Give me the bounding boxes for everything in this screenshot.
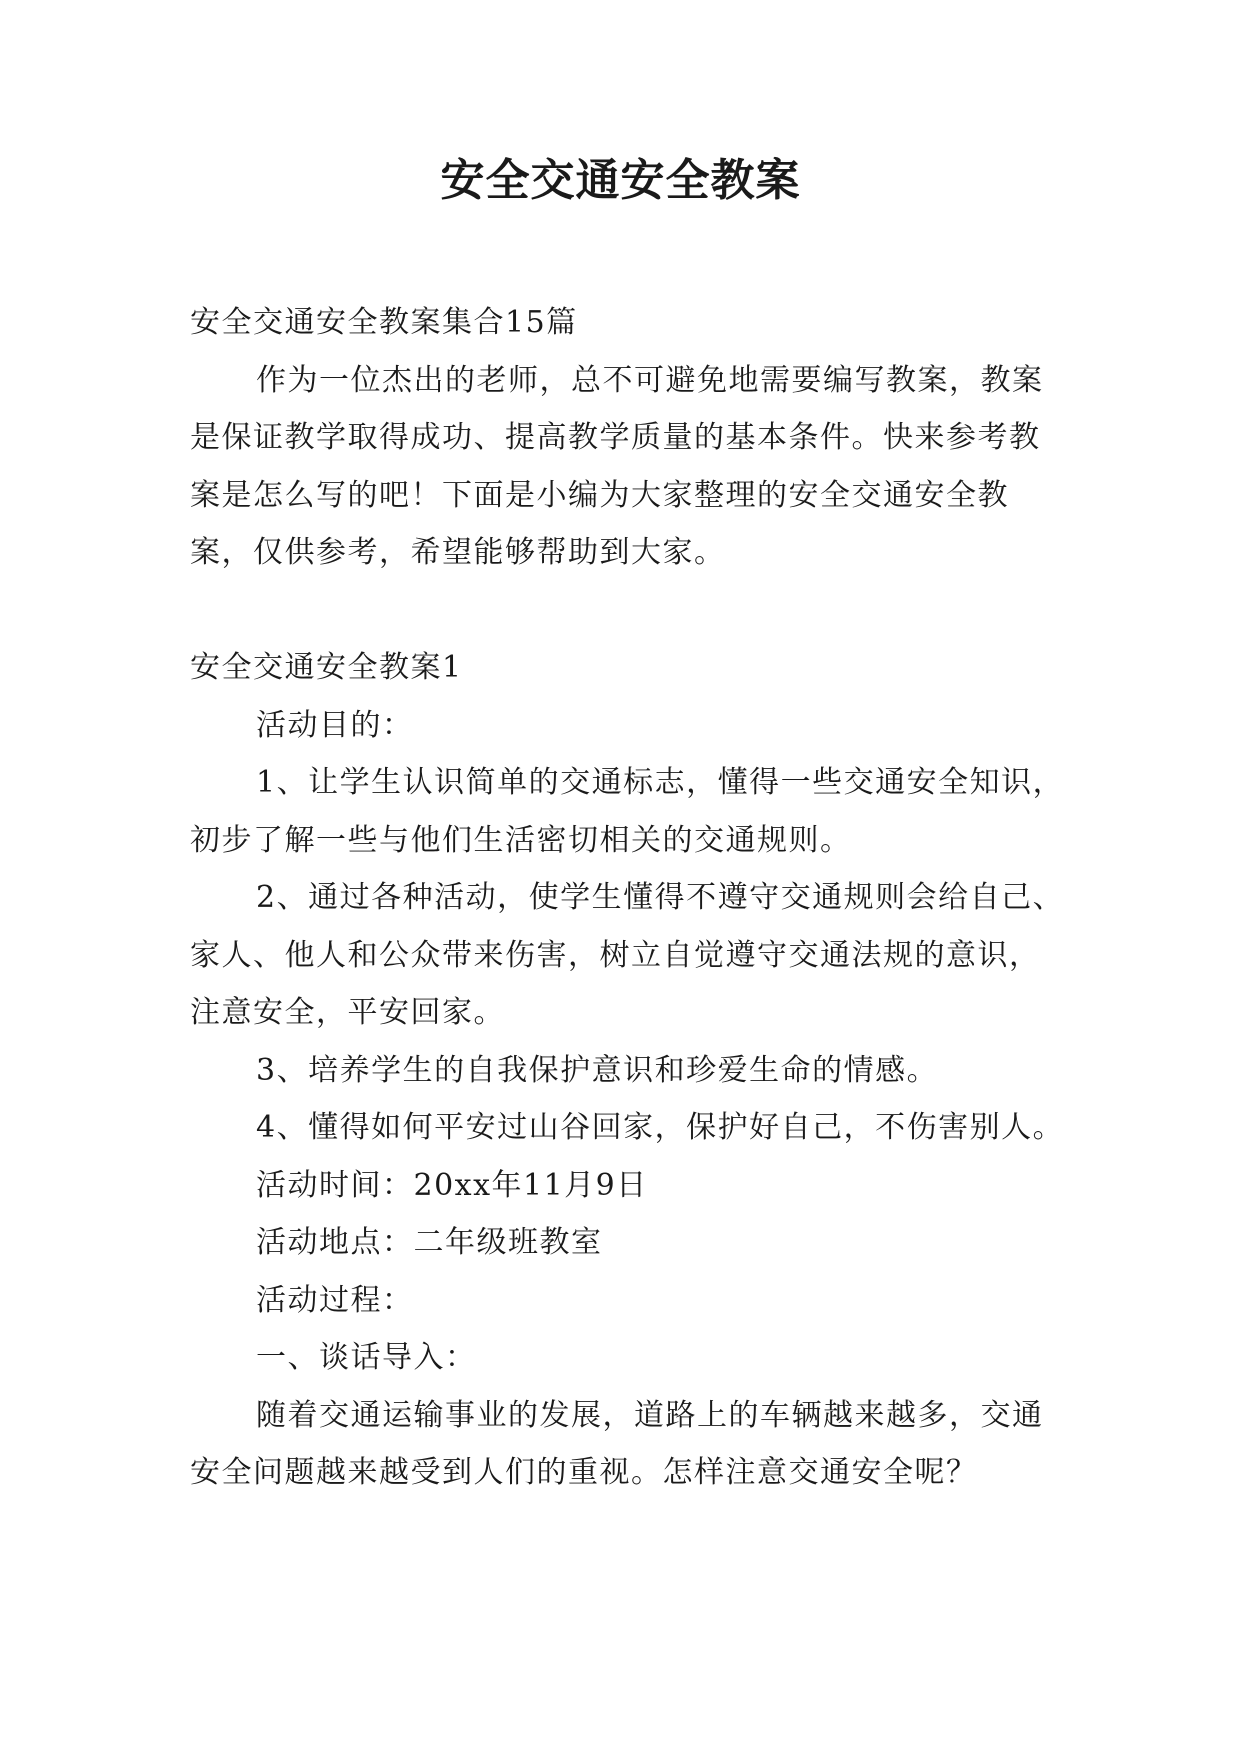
- collection-heading: 安全交通安全教案集合15篇: [190, 305, 578, 340]
- goal-item: 3、培养学生的自我保护意识和珍爱生命的情感。: [256, 1052, 939, 1088]
- step-paragraph: 随着交通运输事业的发展，道路上的车辆越来越多，交通安全问题越来越受到人们的重视。怎样注意交通安全呢？: [190, 1397, 1044, 1490]
- document-body: [190, 294, 1070, 1502]
- step-label: 一、谈话导入：: [256, 1340, 477, 1375]
- goal-item: 1、让学生认识简单的交通标志，懂得一些交通安全知识，初步了解一些与他们生活密切相关的交通规则。: [190, 765, 1065, 858]
- goal-item: 2、通过各种活动，使学生懂得不遵守交通规则会给自己、家人、他人和公众带来伤害，树立自觉遵守交通法规的意识，注意安全，平安回家。: [190, 880, 1065, 1030]
- goal-item: 4、懂得如何平安过山谷回家，保护好自己，不伤害别人。: [256, 1110, 1065, 1145]
- intro-paragraph: 作为一位杰出的老师，总不可避免地需要编写教案，教案是保证教学取得成功、提高教学质量的基本条件。快来参考教案是怎么写的吧！下面是小编为大家整理的安全交通安全教案，仅供参考，希望能够帮助到大家。: [190, 362, 1044, 570]
- activity-location: 活动地点：二年级班教室: [256, 1225, 603, 1260]
- section-heading: 安全交通安全教案1: [190, 650, 463, 685]
- activity-time: 活动时间：20xx年11月9日: [256, 1167, 648, 1203]
- goal-label: 活动目的：: [256, 707, 414, 743]
- document-title: 安全交通安全教案: [440, 155, 801, 206]
- process-label: 活动过程：: [256, 1282, 414, 1318]
